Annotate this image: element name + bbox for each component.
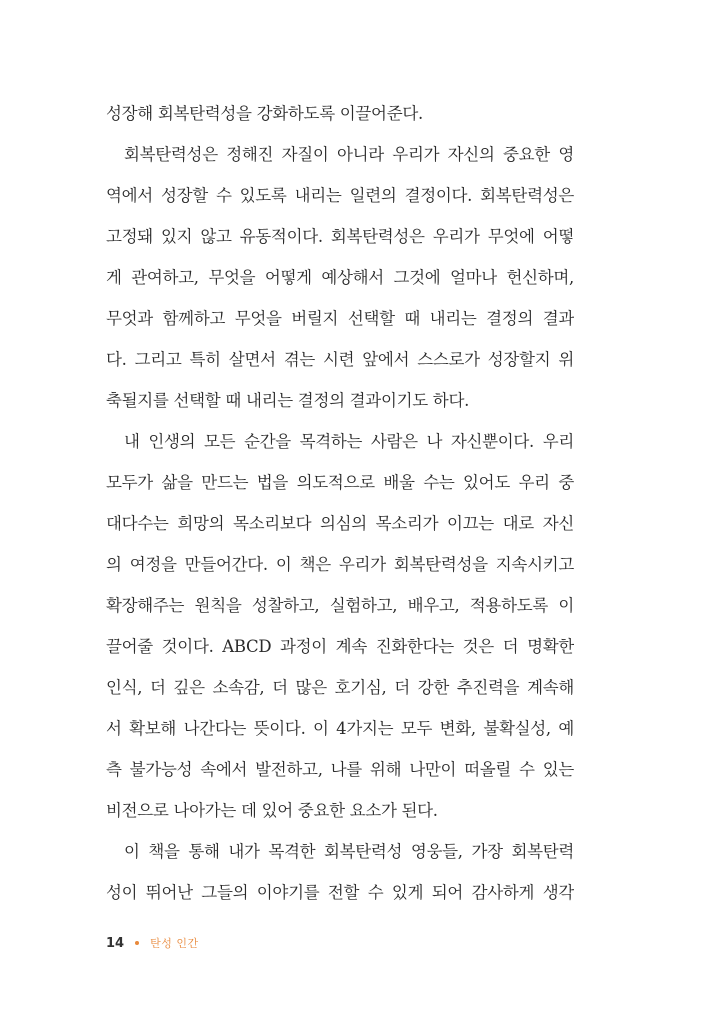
text-line: 확장해주는 원칙을 성찰하고, 실험하고, 배우고, 적용하도록 이 <box>106 596 574 615</box>
text-line: 성이 뛰어난 그들의 이야기를 전할 수 있게 되어 감사하게 생각 <box>106 883 574 902</box>
text-line: 역에서 성장할 수 있도록 내리는 일련의 결정이다. 회복탄력성은 <box>106 186 574 205</box>
text-line: 인식, 더 깊은 소속감, 더 많은 호기심, 더 강한 추진력을 계속해 <box>106 678 574 697</box>
page-footer <box>106 933 199 953</box>
text-line: 게 관여하고, 무엇을 어떻게 예상해서 그것에 얼마나 헌신하며, <box>106 268 574 287</box>
text-line: 모두가 삶을 만드는 법을 의도적으로 배울 수는 있어도 우리 중 <box>106 473 574 492</box>
text-line: 이 책을 통해 내가 목격한 회복탄력성 영웅들, 가장 회복탄력 <box>124 842 574 861</box>
body-text <box>106 93 574 913</box>
text-line: 서 확보해 나간다는 뜻이다. 이 4가지는 모두 변화, 불확실성, 예 <box>106 719 574 738</box>
text-line: 다. 그리고 특히 살면서 겪는 시련 앞에서 스스로가 성장할지 위 <box>106 350 574 369</box>
text-line: 고정돼 있지 않고 유동적이다. 회복탄력성은 우리가 무엇에 어떻 <box>106 227 574 246</box>
separator-dot-icon <box>135 941 139 945</box>
text-line: 내 인생의 모든 순간을 목격하는 사람은 나 자신뿐이다. 우리 <box>124 432 574 451</box>
text-line: 회복탄력성은 정해진 자질이 아니라 우리가 자신의 중요한 영 <box>124 145 574 164</box>
text-line: 대다수는 희망의 목소리보다 의심의 목소리가 이끄는 대로 자신 <box>106 514 574 533</box>
text-line: 비전으로 나아가는 데 있어 중요한 요소가 된다. <box>106 801 438 820</box>
text-line: 성장해 회복탄력성을 강화하도록 이끌어준다. <box>106 104 423 123</box>
text-line: 측 불가능성 속에서 발전하고, 나를 위해 나만이 떠올릴 수 있는 <box>106 760 574 779</box>
text-line: 의 여정을 만들어간다. 이 책은 우리가 회복탄력성을 지속시키고 <box>106 555 574 574</box>
text-line: 끌어줄 것이다. ABCD 과정이 계속 진화한다는 것은 더 명확한 <box>106 637 574 656</box>
page-number: 14 <box>106 935 125 951</box>
text-line: 무엇과 함께하고 무엇을 버릴지 선택할 때 내리는 결정의 결과 <box>106 309 574 328</box>
running-title: 탄성 인간 <box>150 937 199 950</box>
text-line: 축될지를 선택할 때 내리는 결정의 결과이기도 하다. <box>106 391 470 410</box>
